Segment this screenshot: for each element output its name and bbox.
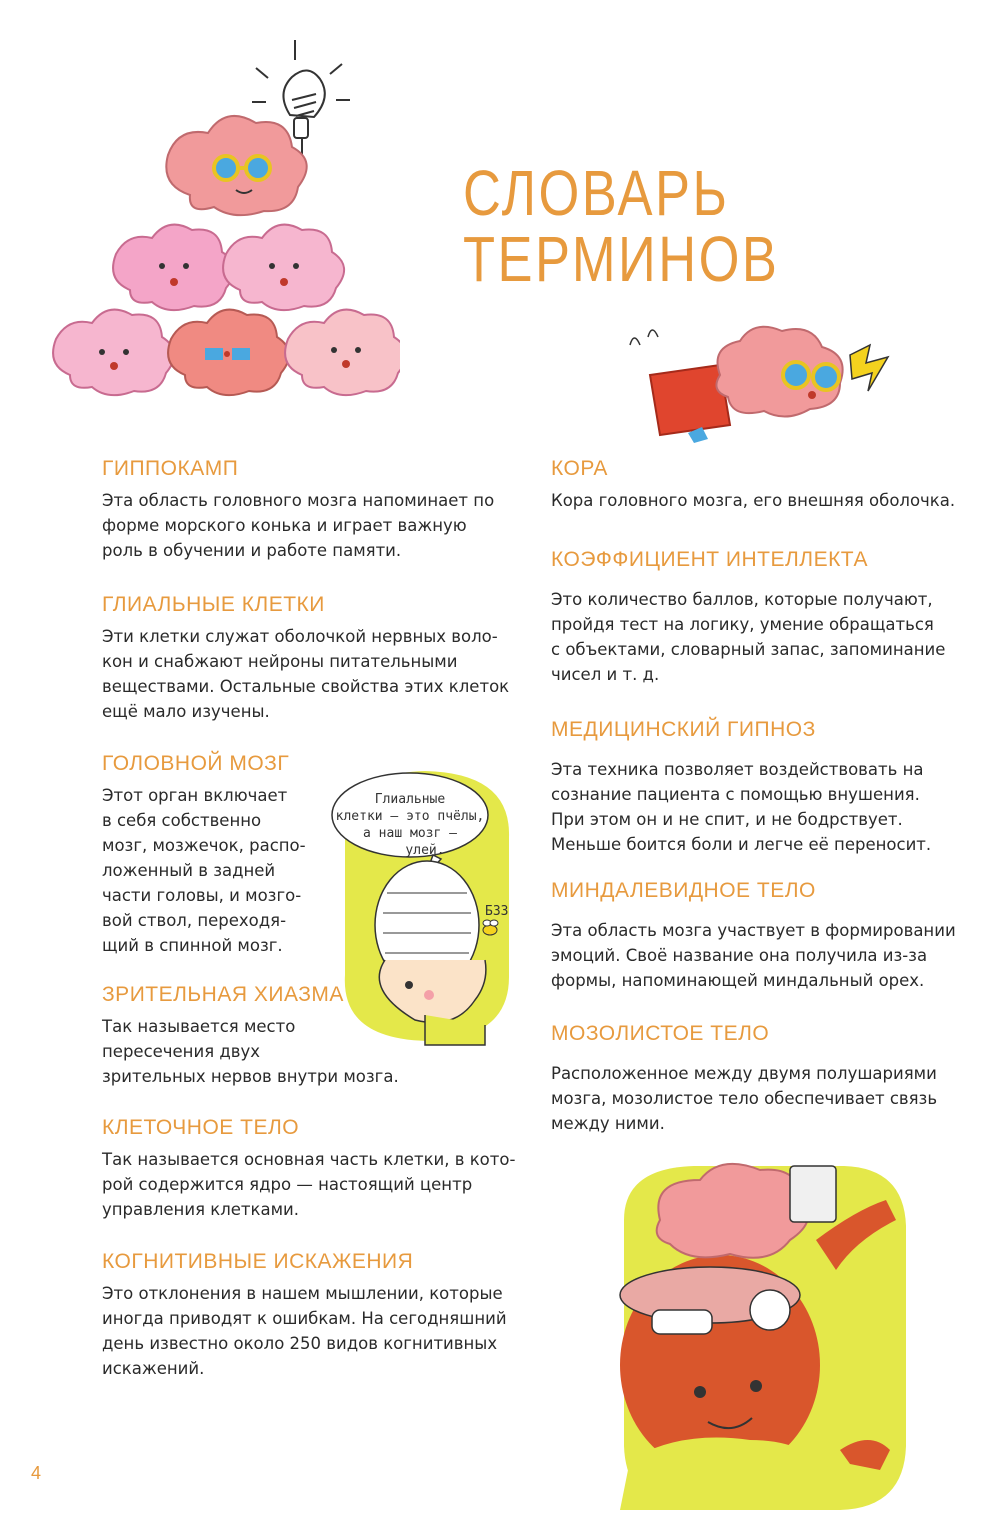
definition-line: роль в обучении и работе памяти. <box>102 541 402 560</box>
term-definition <box>551 918 956 993</box>
term-title: МОЗОЛИСТОЕ ТЕЛО <box>551 1022 770 1045</box>
term-optic-chiasm <box>102 982 399 1089</box>
speech-bubble-line-2: клетки — это пчёлы, <box>335 809 485 824</box>
brain-pyramid-illustration <box>40 30 400 410</box>
definition-line: веществами. Остальные свойства этих клеток <box>102 677 510 696</box>
definition-line: Это отклонения в нашем мышлении, которые <box>102 1284 503 1303</box>
term-definition <box>102 1281 507 1381</box>
term-brain <box>102 751 306 958</box>
definition-line: Так называется основная часть клетки, в кото- <box>102 1150 516 1169</box>
definition-line: эмоций. Своё название она получила из-за <box>551 946 928 965</box>
definition-line: чисел и т. д. <box>551 665 660 684</box>
term-title: МИНДАЛЕВИДНОЕ ТЕЛО <box>551 879 816 902</box>
definition-line: Этот орган включает <box>102 786 288 805</box>
term-title: МЕДИЦИНСКИЙ ГИПНОЗ <box>551 718 816 741</box>
definition-line: кон и снабжают нейроны питательными <box>102 652 458 671</box>
definition-line: щий в спинной мозг. <box>102 936 283 955</box>
term-corpus-callosum <box>551 1021 937 1136</box>
page-title <box>463 157 780 295</box>
definition-line: зрительных нервов внутри мозга. <box>102 1067 399 1086</box>
term-definition <box>102 488 494 563</box>
definition-line: управления клетками. <box>102 1200 300 1219</box>
definition-line: ложенный в задней <box>102 861 276 880</box>
term-title: КОРА <box>551 457 608 480</box>
term-definition <box>102 783 306 958</box>
definition-line: в себя собственно <box>102 811 262 830</box>
term-definition <box>551 757 931 857</box>
bottom-brains <box>53 310 400 396</box>
definition-line: Меньше боится боли и легче её переносит. <box>551 835 932 854</box>
page-title-line-1: СЛОВАРЬ <box>463 157 730 229</box>
definition-line: Кора головного мозга, его внешняя оболочка. <box>551 491 956 510</box>
term-definition <box>551 488 955 513</box>
term-title: КОГНИТИВНЫЕ ИСКАЖЕНИЯ <box>102 1250 414 1273</box>
page-title-line-2: ТЕРМИНОВ <box>463 223 780 295</box>
term-definition <box>102 624 509 724</box>
flying-superhero-brain-illustration <box>600 315 910 455</box>
term-cell-body <box>102 1115 515 1222</box>
term-medical-hypnosis <box>551 717 931 857</box>
definition-line: мозга, мозолистое тело обеспечивает связь <box>551 1089 938 1108</box>
speech-bubble-line-4: улей. <box>405 843 445 858</box>
term-iq <box>551 547 945 687</box>
definition-line: Это количество баллов, которые получают, <box>551 590 933 609</box>
definition-line: рой содержится ядро — настоящий центр <box>102 1175 473 1194</box>
definition-line: мозг, мозжечок, распо- <box>102 836 306 855</box>
term-definition <box>551 1061 937 1136</box>
term-title: ГОЛОВНОЙ МОЗГ <box>102 752 290 775</box>
open-head-brain-illustration <box>590 1160 910 1510</box>
definition-line: Эта техника позволяет воздействовать на <box>551 760 924 779</box>
definition-line: вой ствол, переходя- <box>102 911 287 930</box>
term-title: ГИППОКАМП <box>102 457 239 480</box>
definition-line: пересечения двух <box>102 1042 261 1061</box>
definition-line: При этом он и не спит, и не бодрствует. <box>551 810 903 829</box>
definition-line: с объектами, словарный запас, запоминание <box>551 640 946 659</box>
definition-line: пройдя тест на логику, умение обращаться <box>551 615 934 634</box>
term-title: КОЭФФИЦИЕНТ ИНТЕЛЛЕКТА <box>551 548 868 571</box>
definition-line: искажений. <box>102 1359 205 1378</box>
term-cognitive-biases <box>102 1249 507 1381</box>
definition-line: Эти клетки служат оболочкой нервных воло- <box>102 627 498 646</box>
term-definition <box>551 587 945 687</box>
term-title: ГЛИАЛЬНЫЕ КЛЕТКИ <box>102 593 325 616</box>
bee-icon <box>483 920 498 935</box>
definition-line: Эта область мозга участвует в формировании <box>551 921 956 940</box>
speech-bubble-line-1: Глиальные <box>374 792 446 807</box>
definition-line: Эта область головного мозга напоминает по <box>102 491 495 510</box>
term-definition <box>102 1147 515 1222</box>
definition-line: Расположенное между двумя полушариями <box>551 1064 937 1083</box>
term-definition <box>102 1014 399 1089</box>
middle-brains <box>113 225 344 311</box>
definition-line: части головы, и мозго- <box>102 886 302 905</box>
definition-line: между ними. <box>551 1114 665 1133</box>
definition-line: ещё мало изучены. <box>102 702 270 721</box>
definition-line: иногда приводят к ошибкам. На сегодняшний <box>102 1309 507 1328</box>
page-number: 4 <box>31 1463 42 1483</box>
top-brain-with-glasses <box>166 116 306 215</box>
term-hippocampus <box>102 456 494 563</box>
bee-sound-text: БЗЗ <box>485 904 509 919</box>
term-glial-cells <box>102 592 509 724</box>
definition-line: формы, напоминающей миндальный орех. <box>551 971 925 990</box>
definition-line: форме морского конька и играет важную <box>102 516 467 535</box>
definition-line: день известно около 250 видов когнитивных <box>102 1334 498 1353</box>
definition-line: Так называется место <box>102 1017 296 1036</box>
definition-line: сознание пациента с помощью внушения. <box>551 785 920 804</box>
speech-bubble-line-3: а наш мозг — <box>363 826 457 841</box>
term-amygdala <box>551 878 956 993</box>
term-title: ЗРИТЕЛЬНАЯ ХИАЗМА <box>102 983 344 1006</box>
term-cortex <box>551 456 955 513</box>
term-title: КЛЕТОЧНОЕ ТЕЛО <box>102 1116 300 1139</box>
